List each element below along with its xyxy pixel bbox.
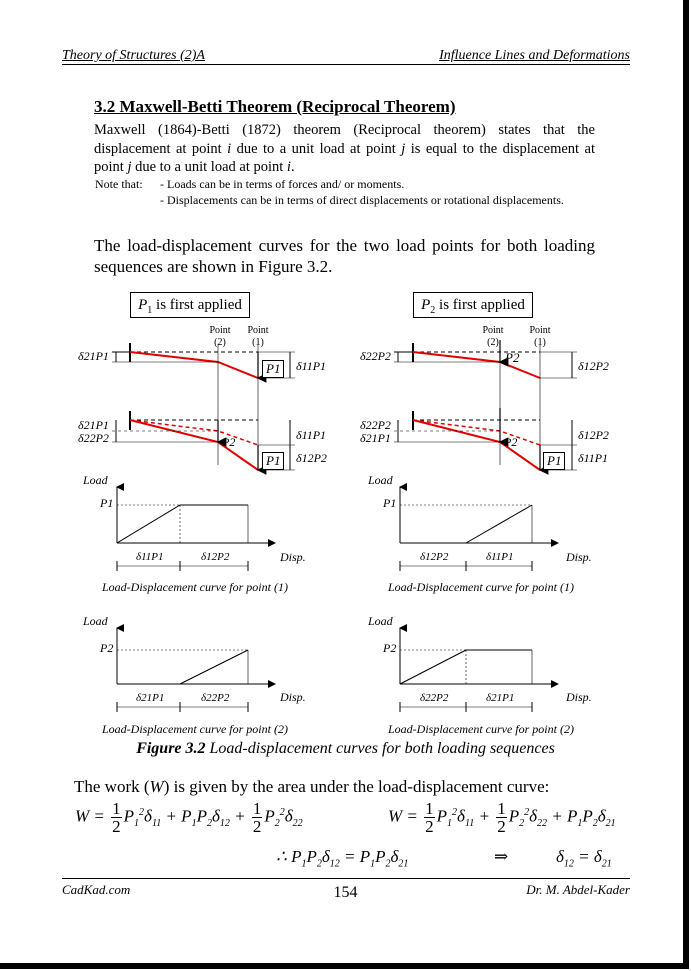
work-intro: The work (W) is given by the area under the load-displacement curve:: [74, 777, 550, 796]
label-d21P1-r2: δ21P1: [360, 431, 391, 445]
footer-right: Dr. M. Abdel-Kader: [526, 882, 630, 897]
graph-lp1-P1: P1: [100, 496, 114, 510]
note-item-1: - Loads can be in terms of forces and/ or moments.: [160, 177, 405, 191]
label-d11P1-l1: δ11P1: [296, 359, 327, 373]
label-d11P1-r2: δ11P1: [578, 451, 609, 465]
label-d22P2-l2: δ22P2: [78, 431, 109, 445]
graph-rp1-P1: P1: [383, 496, 397, 510]
equation-work-1: W = $\frac{1}{2}$ $P_1^2\delta_{11} + P_1P_2\delta_{12}$ + $\frac{1}{2}$ $P_2^2\delta_{22}$: [75, 799, 303, 836]
beam-right-stage1: [394, 340, 577, 465]
graph-lp1-disp: Disp.: [280, 550, 306, 564]
label-point2-right: Point (2): [482, 325, 504, 348]
graph-lp2-d21: δ21P1: [136, 692, 165, 704]
graph-rp1-d11: δ11P1: [486, 551, 514, 563]
figure-intro-paragraph: The load-displacement curves for the two load points for both loading sequences are shown in Figure 3.2.: [94, 236, 595, 276]
graph-rp1-load: Load: [368, 473, 393, 487]
figure-caption: Figure 3.2 Load-displacement curves for both loading sequences: [136, 740, 555, 757]
caption-left-point1: Load-Displacement curve for point (1): [102, 580, 288, 594]
theorem-paragraph: Maxwell (1864)-Betti (1872) theorem (Reciprocal theorem) states that the displacement at point i due to a unit load at point j is equal to the displacement at point j due to a unit load at point i.: [94, 122, 596, 175]
label-P2-l2: P2: [222, 435, 236, 449]
label-P2-r2: P2: [504, 435, 518, 449]
implies-arrow: ⇒: [494, 847, 509, 866]
label-point2-left: Point (2): [209, 325, 231, 348]
graph-lp1-d12: δ12P2: [201, 551, 230, 563]
graph-lp2-disp: Disp.: [280, 690, 306, 704]
footer-rule: [62, 878, 630, 879]
label-d12P2-r2: δ12P2: [578, 428, 609, 442]
label-P1-l2: P1: [262, 452, 284, 470]
label-P2-r1: P2: [505, 350, 520, 365]
p2-first-applied-box: $P_2$ is first applied: [413, 292, 533, 318]
label-d11P1-l2: δ11P1: [296, 428, 327, 442]
graph-lp2-d22: δ22P2: [201, 692, 230, 704]
label-d12P2-l2: δ12P2: [296, 451, 327, 465]
graph-rp2-disp: Disp.: [566, 690, 592, 704]
header-left: Theory of Structures (2)A: [62, 48, 205, 63]
label-P1-r2: P1: [543, 452, 565, 470]
label-d21P1-l1: δ21P1: [78, 349, 109, 363]
equation-conclusion: $\delta_{12} = \delta_{21}$: [556, 847, 612, 870]
header-right: Influence Lines and Deformations: [439, 48, 630, 63]
graph-lp2-P2: P2: [100, 641, 114, 655]
caption-right-point2: Load-Displacement curve for point (2): [388, 722, 574, 736]
p1-first-applied-box: $P_1$ is first applied: [130, 292, 250, 318]
equation-result: ∴ $P_1P_2\delta_{12} = P_1P_2\delta_{21}$: [276, 847, 409, 870]
graph-lp1-load: Load: [83, 473, 108, 487]
graph-lp2-load: Load: [83, 614, 108, 628]
label-d22P2-r1: δ22P2: [360, 349, 391, 363]
graph-rp1-d12: δ12P2: [420, 551, 449, 563]
label-point1-left: Point (1): [247, 325, 269, 348]
label-point1-right: Point (1): [529, 325, 551, 348]
graph-rp2-load: Load: [368, 614, 393, 628]
graph-rp2-d22: δ22P2: [420, 692, 449, 704]
equation-work-2: W = $\frac{1}{2}$ $P_1^2\delta_{11}$ + $\frac{1}{2}$ $P_2^2\delta_{22} + P_1P_2\delta_{21}$: [388, 799, 616, 836]
label-d22P2-r2: δ22P2: [360, 418, 391, 432]
footer-left: CadKad.com: [62, 882, 131, 897]
graph-rp1-disp: Disp.: [566, 550, 592, 564]
section-title: 3.2 Maxwell-Betti Theorem (Reciprocal Theorem): [94, 97, 456, 116]
note-item-2: - Displacements can be in terms of direct displacements or rotational displacements.: [160, 193, 564, 207]
page-number: 154: [333, 884, 358, 901]
label-P1-l1: P1: [262, 360, 284, 378]
caption-left-point2: Load-Displacement curve for point (2): [102, 722, 288, 736]
label-d12P2-r1: δ12P2: [578, 359, 609, 373]
label-d21P1-l2: δ21P1: [78, 418, 109, 432]
graph-rp2-P2: P2: [383, 641, 397, 655]
caption-right-point1: Load-Displacement curve for point (1): [388, 580, 574, 594]
graph-rp2-d21: δ21P1: [486, 692, 515, 704]
note-label: Note that:: [95, 177, 143, 191]
graph-lp1-d11: δ11P1: [136, 551, 164, 563]
